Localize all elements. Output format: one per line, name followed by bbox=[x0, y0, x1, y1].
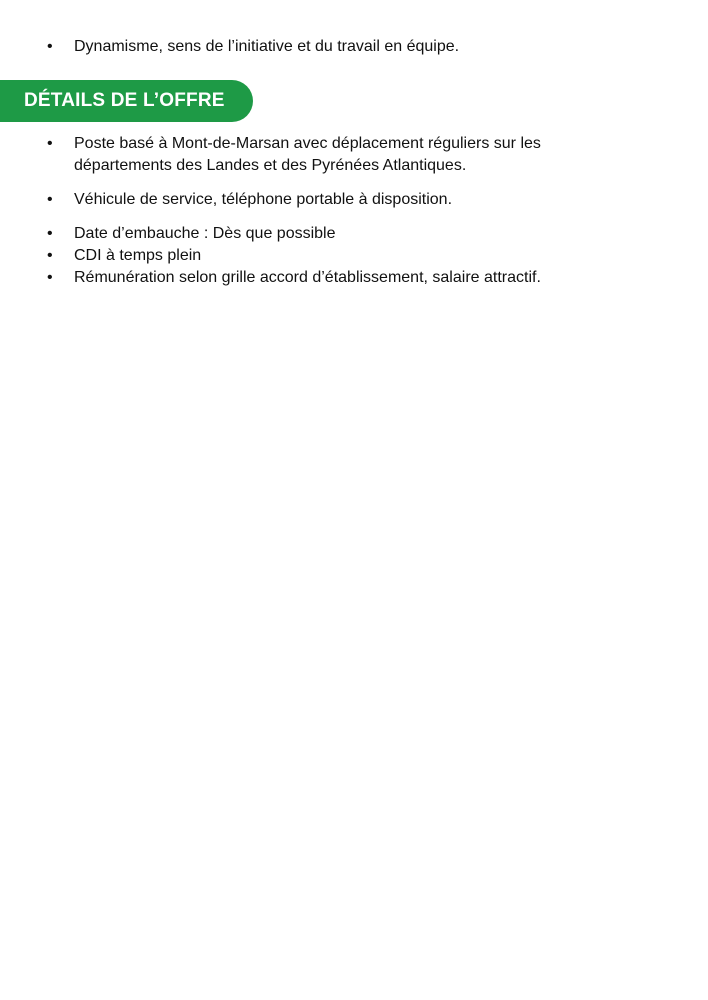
list-item bbox=[0, 245, 708, 267]
offer-details-list bbox=[0, 133, 708, 289]
list-item bbox=[0, 36, 708, 58]
list-item-text: Poste basé à Mont-de-Marsan avec déplacement réguliers sur les départements des Landes et des Pyrénées Atlantiques. bbox=[74, 135, 541, 174]
list-item bbox=[0, 133, 708, 177]
skills-list bbox=[0, 36, 708, 58]
bullet-icon: • bbox=[47, 247, 53, 264]
bullet-icon: • bbox=[47, 191, 53, 208]
list-item bbox=[0, 189, 708, 211]
list-item-text: Date d’embauche : Dès que possible bbox=[74, 225, 336, 242]
section-banner-details bbox=[0, 80, 253, 122]
bullet-icon: • bbox=[47, 225, 53, 242]
list-item-text: Rémunération selon grille accord d’établissement, salaire attractif. bbox=[74, 269, 541, 286]
list-item bbox=[0, 267, 708, 289]
bullet-icon: • bbox=[47, 135, 53, 152]
list-item-text: CDI à temps plein bbox=[74, 247, 202, 264]
section-title: DÉTAILS DE L’OFFRE bbox=[24, 90, 225, 111]
bullet-icon: • bbox=[47, 269, 53, 286]
list-item-text: Véhicule de service, téléphone portable à disposition. bbox=[74, 191, 453, 208]
list-item-text: Dynamisme, sens de l’initiative et du travail en équipe. bbox=[74, 38, 460, 55]
bullet-icon: • bbox=[47, 38, 53, 55]
list-item bbox=[0, 223, 708, 245]
